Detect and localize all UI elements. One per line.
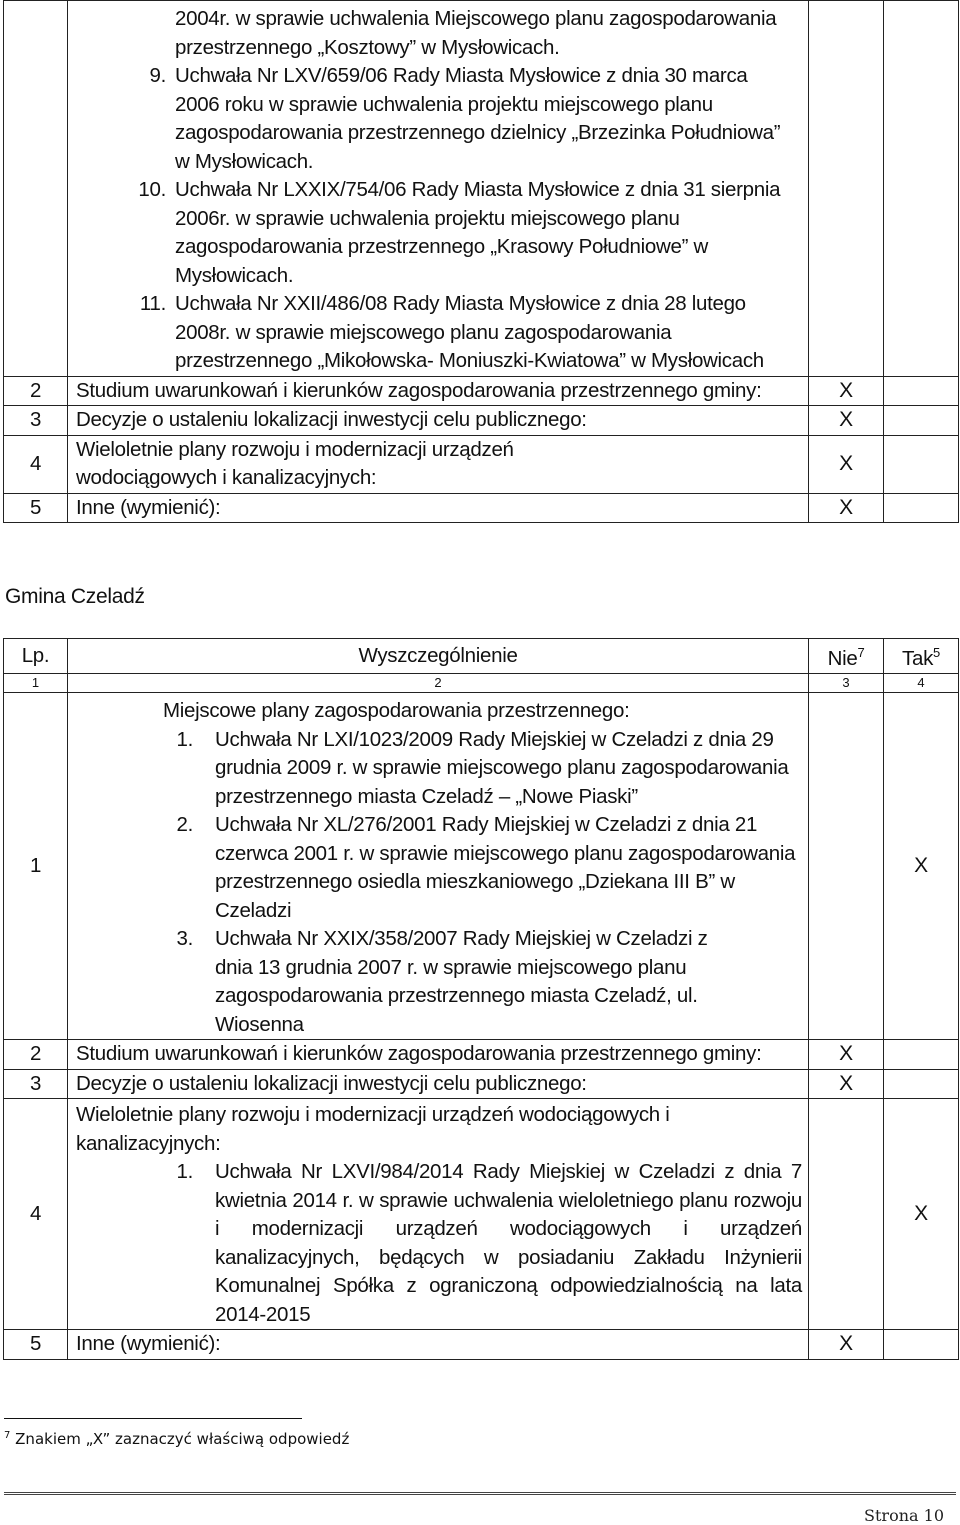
footer-rule xyxy=(4,1492,956,1495)
table-row: 2 Studium uwarunkowań i kierunków zagospodarowania przestrzennego gminy: X xyxy=(4,376,959,406)
list-item: 1. Uchwała Nr LXVI/984/2014 Rady Miejskiej w Czeladzi z dnia 7 kwietnia 2014 r. w sprawie uchwalenia wieloletniego planu rozwoju i modernizacji urządzeń wodociągowych i urządzeń kanalizacyjnych, będących w posiadaniu Zakładu Inżynierii Komunalnej Spółka z ograniczoną odpowiedzialnością na lata 2014-2015 xyxy=(176,1160,802,1326)
list-item: 2. Uchwała Nr XL/276/2001 Rady Miejskiej w Czeladzi z dnia 21 czerwca 2001 r. w sprawie miejscowego planu zagospodarowania przestrzennego osiedla mieszkaniowego „Dziekana III B” w Czeladzi xyxy=(176,813,796,922)
section-heading: Gmina Czeladź xyxy=(5,585,145,608)
header-lp: Lp. xyxy=(4,639,68,674)
list-item: 2004r. w sprawie uchwalenia Miejscowego planu zagospodarowania przestrzennego „Kosztowy” w Mysłowicach. xyxy=(175,7,777,59)
plans-list xyxy=(68,5,808,376)
list-item: 10. Uchwała Nr LXXIX/754/06 Rady Miasta Mysłowice z dnia 31 sierpnia 2006r. w sprawie uchwalenia projektu miejscowego planu zagospodarowania przestrzennego „Krasowy Południowe” w Mysłowicach. xyxy=(138,178,781,287)
table-row: 3 Decyzje o ustaleniu lokalizacji inwestycji celu publicznego: X xyxy=(4,1069,959,1099)
plans-list xyxy=(68,1158,808,1329)
header-tak: Tak$^5$ xyxy=(884,639,959,674)
footnote: $^7$ Znakiem „X” zaznaczyć właściwą odpowiedź xyxy=(4,1430,350,1448)
table-row: 4 Wieloletnie plany rozwoju i modernizacji urządzeń wodociągowych i kanalizacyjnych: 1. Uchwała Nr LXVI/984/2014 Rady Miejskiej w Czeladzi z dnia 7 kwietnia 2014 r. w sprawie uchwalenia wieloletniego planu rozwoju i modernizacji urządzeń wodociągowych i urządzeń kanalizacyjnych, będących w posiadaniu Zakładu Inżynierii Komunalnej Spółka z ograniczoną odpowiedzialnością na lata 2014-2015 X xyxy=(4,1099,959,1330)
table-row: 4 Wieloletnie plany rozwoju i modernizacji urządzeń wodociągowych i kanalizacyjnych: X xyxy=(4,435,959,493)
list-item: 1. Uchwała Nr LXI/1023/2009 Rady Miejskiej w Czeladzi z dnia 29 grudnia 2009 r. w sprawie miejscowego planu zagospodarowania przestrzennego miasta Czeladź – „Nowe Piaski” xyxy=(176,727,789,808)
list-item: 3. Uchwała Nr XXIX/358/2007 Rady Miejskiej w Czeladzi z dnia 13 grudnia 2007 r. w sprawie miejscowego planu zagospodarowania przestrzennego miasta Czeladź, ul. Wiosenna xyxy=(176,927,708,1036)
header-row xyxy=(4,639,959,674)
list-item: 11. Uchwała Nr XXII/486/08 Rady Miasta Mysłowice z dnia 28 lutego 2008r. w sprawie miejscowego planu zagospodarowania przestrzennego „Mikołowska- Moniuszki-Kwiatowa” w Mysłowicach xyxy=(139,292,764,372)
row-intro: Miejscowe plany zagospodarowania przestrzennego: xyxy=(163,699,630,723)
header-desc: Wyszczególnienie xyxy=(68,639,809,674)
table-row: 1 Miejscowe plany zagospodarowania przestrzennego: 1. Uchwała Nr LXI/1023/2009 Rady Miejskiej w Czeladzi z dnia 29 grudnia 2009 r. w sprawie miejscowego planu zagospodarowania przestrzennego miasta Czeladź – „Nowe Piaski” 2. Uchwała Nr XL/276/2001 Rady Miejskiej w Czeladzi z dnia 21 czerwca 2001 r. w sprawie miejscowego planu zagospodarowania przestrzennego osiedla mieszkaniowego „Dziekana III B” w Czeladzi 3. Uchwała Nr XXIX/358/2007 Rady Miejskiej w Czeladzi z dnia 13 grudnia 2007 r. w sprawie miejscowego planu zagospodarowania przestrzennego miasta Czeladź, ul. Wiosenna X xyxy=(4,693,959,1040)
header-nie: Nie$^7$ xyxy=(809,639,884,674)
table-row xyxy=(4,1,959,377)
plans-list xyxy=(68,726,808,1040)
plans-cell xyxy=(68,1,809,377)
table-row: 2 Studium uwarunkowań i kierunków zagospodarowania przestrzennego gminy: X xyxy=(4,1040,959,1070)
list-item: 9. Uchwała Nr LXV/659/06 Rady Miasta Mysłowice z dnia 30 marca 2006 roku w sprawie uchwalenia projektu miejscowego planu zagospodarowania przestrzennego dzielnicy „Brzezinka Południowa” w Mysłowicach. xyxy=(149,64,781,173)
czeladz-table xyxy=(3,638,959,1360)
column-number-row: 1 2 3 4 xyxy=(4,674,959,693)
row-intro: Wieloletnie plany rozwoju i modernizacji urządzeń wodociągowych i kanalizacyjnych: xyxy=(76,1103,670,1155)
table-row: 5 Inne (wymienić): X xyxy=(4,493,959,523)
footnote-separator xyxy=(4,1418,302,1419)
table-row: 5 Inne (wymienić): X xyxy=(4,1330,959,1360)
continuation-table xyxy=(3,0,959,523)
page-number: Strona 10 xyxy=(864,1506,944,1525)
table-row: 3 Decyzje o ustaleniu lokalizacji inwestycji celu publicznego: X xyxy=(4,406,959,436)
